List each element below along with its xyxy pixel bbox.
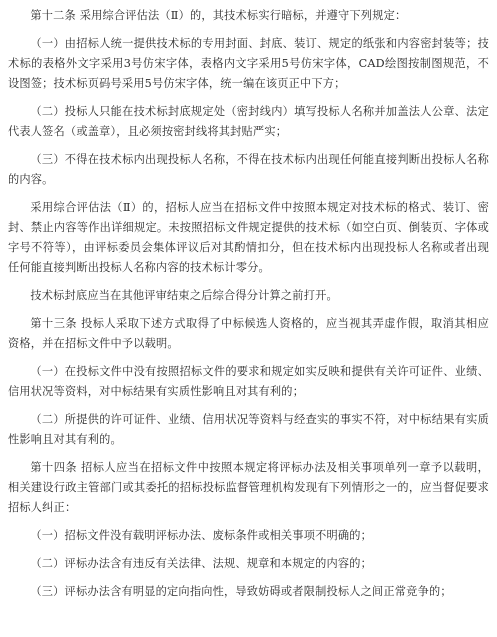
- article-12-opening-rule: 技术标封底应当在其他评审结束之后综合得分计算之前打开。: [30, 289, 338, 302]
- article-14-item-2: （二）评标办法含有违反有关法律、法规、规章和本规定的内容的；: [30, 557, 373, 570]
- article-12-item-3: （三）不得在技术标内出现投标人名称，不得在技术标内出现任何能直接判断出投标人名称的内容。: [8, 153, 489, 186]
- article-13-item-2: （二）所提供的许可证件、业绩、信用状况等资料与经查实的事实不符，对中标结果有实质性影响且对其有利的。: [8, 413, 489, 446]
- article-13-heading: 第十三条 投标人采取下述方式取得了中标候选人资格的，应当视其弄虚作假，取消其相应资格，并在招标文件中予以载明。: [8, 317, 489, 350]
- article-14-item-1: （一）招标文件没有载明评标办法、废标条件或相关事项不明确的；: [30, 529, 373, 542]
- article-13-item-1: （一）在投标文件中没有按照招标文件的要求和规定如实反映和提供有关许可证件、业绩、信用状况等资料，对中标结果有实质性影响且对其有利的；: [8, 365, 489, 398]
- article-12-format-rules: 采用综合评估法（Ⅱ）的，招标人应当在招标文件中按照本规定对技术标的格式、装订、密封、禁止内容等作出详细规定。未按照招标文件规定提供的技术标（如空白页、倒装页、字体或字号不符等），由评标委员会集体评议后对其酌情扣分，但在技术标内出现投标人名称或者出现任何能直接判断出投标人名称内容的技术标计零分。: [8, 201, 489, 274]
- article-12-heading: 第十二条 采用综合评估法（Ⅱ）的，其技术标实行暗标，并遵守下列规定：: [30, 9, 407, 22]
- article-14-item-3: （三）评标办法含有明显的定向指向性，导致妨碍或者限制投标人之间正常竞争的；: [30, 585, 452, 598]
- article-14-heading: 第十四条 招标人应当在招标文件中按照本规定将评标办法及相关事项单列一章予以载明，相关建设行政主管部门或其委托的招标投标监督管理机构发现有下列情形之一的，应当督促要求招标人纠正：: [8, 461, 489, 514]
- article-12-item-2: （二）投标人只能在技术标封底规定处（密封线内）填写投标人名称并加盖法人公章、法定代表人签名（或盖章），且必须按密封线将其封贴严实；: [8, 105, 489, 138]
- article-12-item-1: （一）由招标人统一提供技术标的专用封面、封底、装订、规定的纸张和内容密封装等；技术标的表格外文字采用3号仿宋字体，表格内文字采用5号仿宋字体，CAD绘图按制图规范，不设图签；技术标页码号采用5号仿宋字体，统一编在该页正中下方；: [8, 37, 489, 90]
